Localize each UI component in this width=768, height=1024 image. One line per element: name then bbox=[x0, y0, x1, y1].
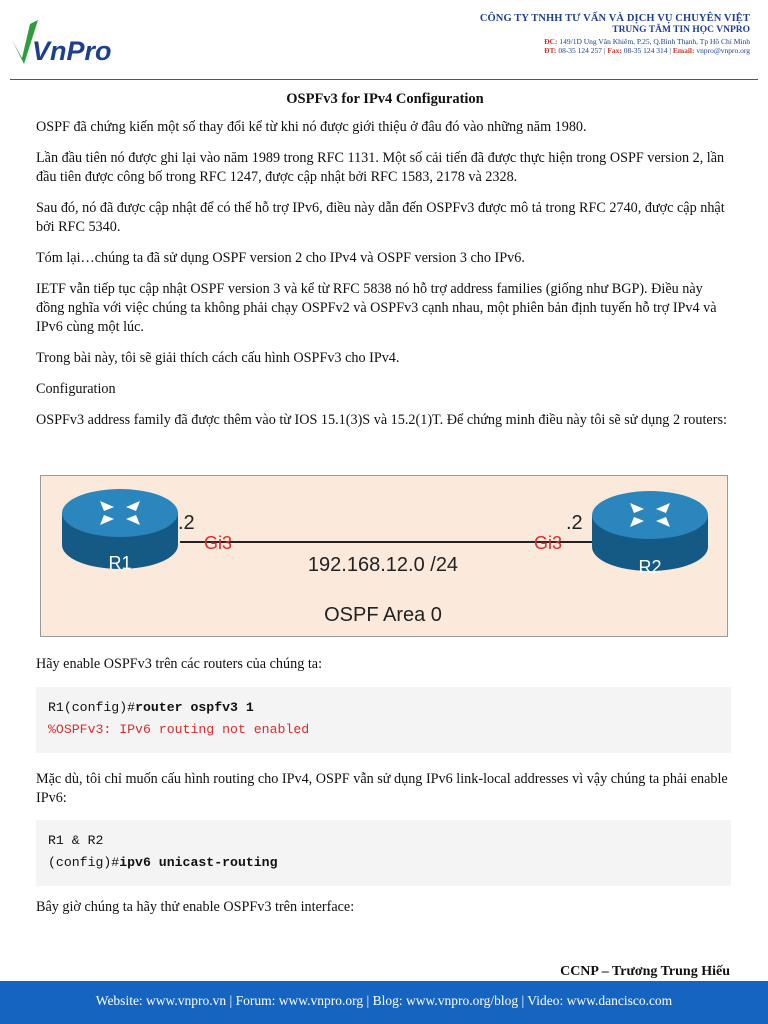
vnpro-logo-icon bbox=[8, 10, 118, 70]
page-header bbox=[0, 0, 768, 78]
paragraph: OSPFv3 address family đã được thêm vào từ IOS 15.1(3)S và 15.2(1)T. Để chứng minh điều này tôi sẽ sử dụng 2 routers: bbox=[36, 412, 727, 428]
r2-address: .2 bbox=[566, 512, 583, 534]
paragraph: Hãy enable OSPFv3 trên các routers của chúng ta: bbox=[36, 656, 323, 672]
vnpro-logo bbox=[8, 10, 118, 70]
center-name: TRUNG TÂM TIN HỌC VNPRO bbox=[612, 25, 750, 36]
area-label: OSPF Area 0 bbox=[324, 604, 442, 626]
r2-interface: Gi3 bbox=[534, 533, 563, 553]
address-label: ĐC: bbox=[544, 37, 558, 46]
company-address bbox=[480, 37, 750, 46]
paragraph: Mặc dù, tôi chỉ muốn cấu hình routing cho IPv4, OSPF vẫn sử dụng IPv6 link-local addresses vì vậy chúng ta phải enable IPv6: bbox=[36, 771, 728, 806]
phone-label: ĐT: bbox=[544, 46, 557, 56]
r1-address: .2 bbox=[178, 512, 195, 534]
footer-author: CCNP – Trương Trung Hiếu bbox=[560, 964, 730, 979]
paragraph: Lần đầu tiên nó được ghi lại vào năm 1989 trong RFC 1131. Một số cải tiến đã được thực hiện trong OSPF version 2, lần đầu tiên được công bố trong RFC 1247, được cập nhật bởi RFC 1583, 2178 và 2328. bbox=[36, 150, 725, 185]
network-label: 192.168.12.0 /24 bbox=[307, 554, 459, 576]
code-line bbox=[48, 852, 731, 874]
company-info bbox=[480, 12, 750, 56]
code-command: router ospfv3 1 bbox=[135, 700, 254, 715]
router-r1-label: R1 bbox=[108, 553, 132, 573]
company-name: CÔNG TY TNHH TƯ VẤN VÀ DỊCH VỤ CHUYÊN VIỆT bbox=[479, 13, 750, 24]
code-block bbox=[36, 820, 731, 886]
code-prompt: (config)# bbox=[48, 855, 120, 870]
paragraph: Tóm lại…chúng ta đã sử dụng OSPF version 2 cho IPv4 và OSPF version 3 cho IPv6. bbox=[36, 250, 525, 266]
code-line bbox=[48, 697, 731, 719]
address-value: 149/1D Ung Văn Khiêm, P.25, Q.Bình Thạnh, Tp Hồ Chí Minh bbox=[559, 37, 750, 46]
r1-interface: Gi3 bbox=[204, 533, 233, 553]
document-body bbox=[36, 90, 734, 442]
paragraph: Trong bài này, tôi sẽ giải thích cách cấu hình OSPFv3 cho IPv4. bbox=[36, 350, 400, 366]
phone-value: 08-35 124 257 bbox=[558, 46, 603, 56]
fax-value: 08-35 124 314 bbox=[623, 46, 668, 56]
footer-links-bar: Website: www.vnpro.vn | Forum: www.vnpro.org | Blog: www.vnpro.org/blog | Video: www.dancisco.com bbox=[0, 981, 768, 1024]
paragraph: IETF vẫn tiếp tục cập nhật OSPF version 3 và kể từ RFC 5838 nó hỗ trợ address families (giống như BGP). Điều này đồng nghĩa với việc chúng ta không phải chạy OSPFv2 và OSPFv3 cạnh nhau, một phiên bản định tuyến hỗ trợ IPv4 và IPv6 cùng một lúc. bbox=[36, 281, 717, 335]
paragraph: OSPF đã chứng kiến một số thay đổi kể từ khi nó được giới thiệu ở đâu đó vào những năm 1980. bbox=[36, 119, 587, 135]
logo-text: VnPro bbox=[32, 36, 112, 66]
router-r2-label: R2 bbox=[638, 557, 662, 577]
company-contacts: ĐT: 08-35 124 257 | Fax: 08-35 124 314 | Email: vnpro@vnpro.org bbox=[544, 46, 750, 56]
code-block bbox=[36, 687, 731, 753]
paragraph: Bây giờ chúng ta hãy thử enable OSPFv3 trên interface: bbox=[36, 899, 355, 915]
code-error: %OSPFv3: IPv6 routing not enabled bbox=[48, 722, 310, 737]
code-command: ipv6 unicast-routing bbox=[119, 855, 278, 870]
header-divider bbox=[10, 79, 758, 80]
email-label: Email: bbox=[672, 46, 695, 56]
fax-label: Fax: bbox=[607, 46, 622, 56]
code-line: R1 & R2 bbox=[48, 833, 104, 848]
section-heading: Configuration bbox=[36, 381, 116, 397]
email-value[interactable]: vnpro@vnpro.org bbox=[696, 46, 750, 56]
paragraph: Sau đó, nó đã được cập nhật để có thể hỗ trợ IPv6, điều này dẫn đến OSPFv3 được mô tả trong RFC 2740, được cập nhật bởi RFC 5340. bbox=[36, 200, 725, 235]
code-prompt: R1(config)# bbox=[48, 700, 136, 715]
page-title: OSPFv3 for IPv4 Configuration bbox=[286, 91, 484, 107]
network-diagram bbox=[40, 475, 728, 637]
